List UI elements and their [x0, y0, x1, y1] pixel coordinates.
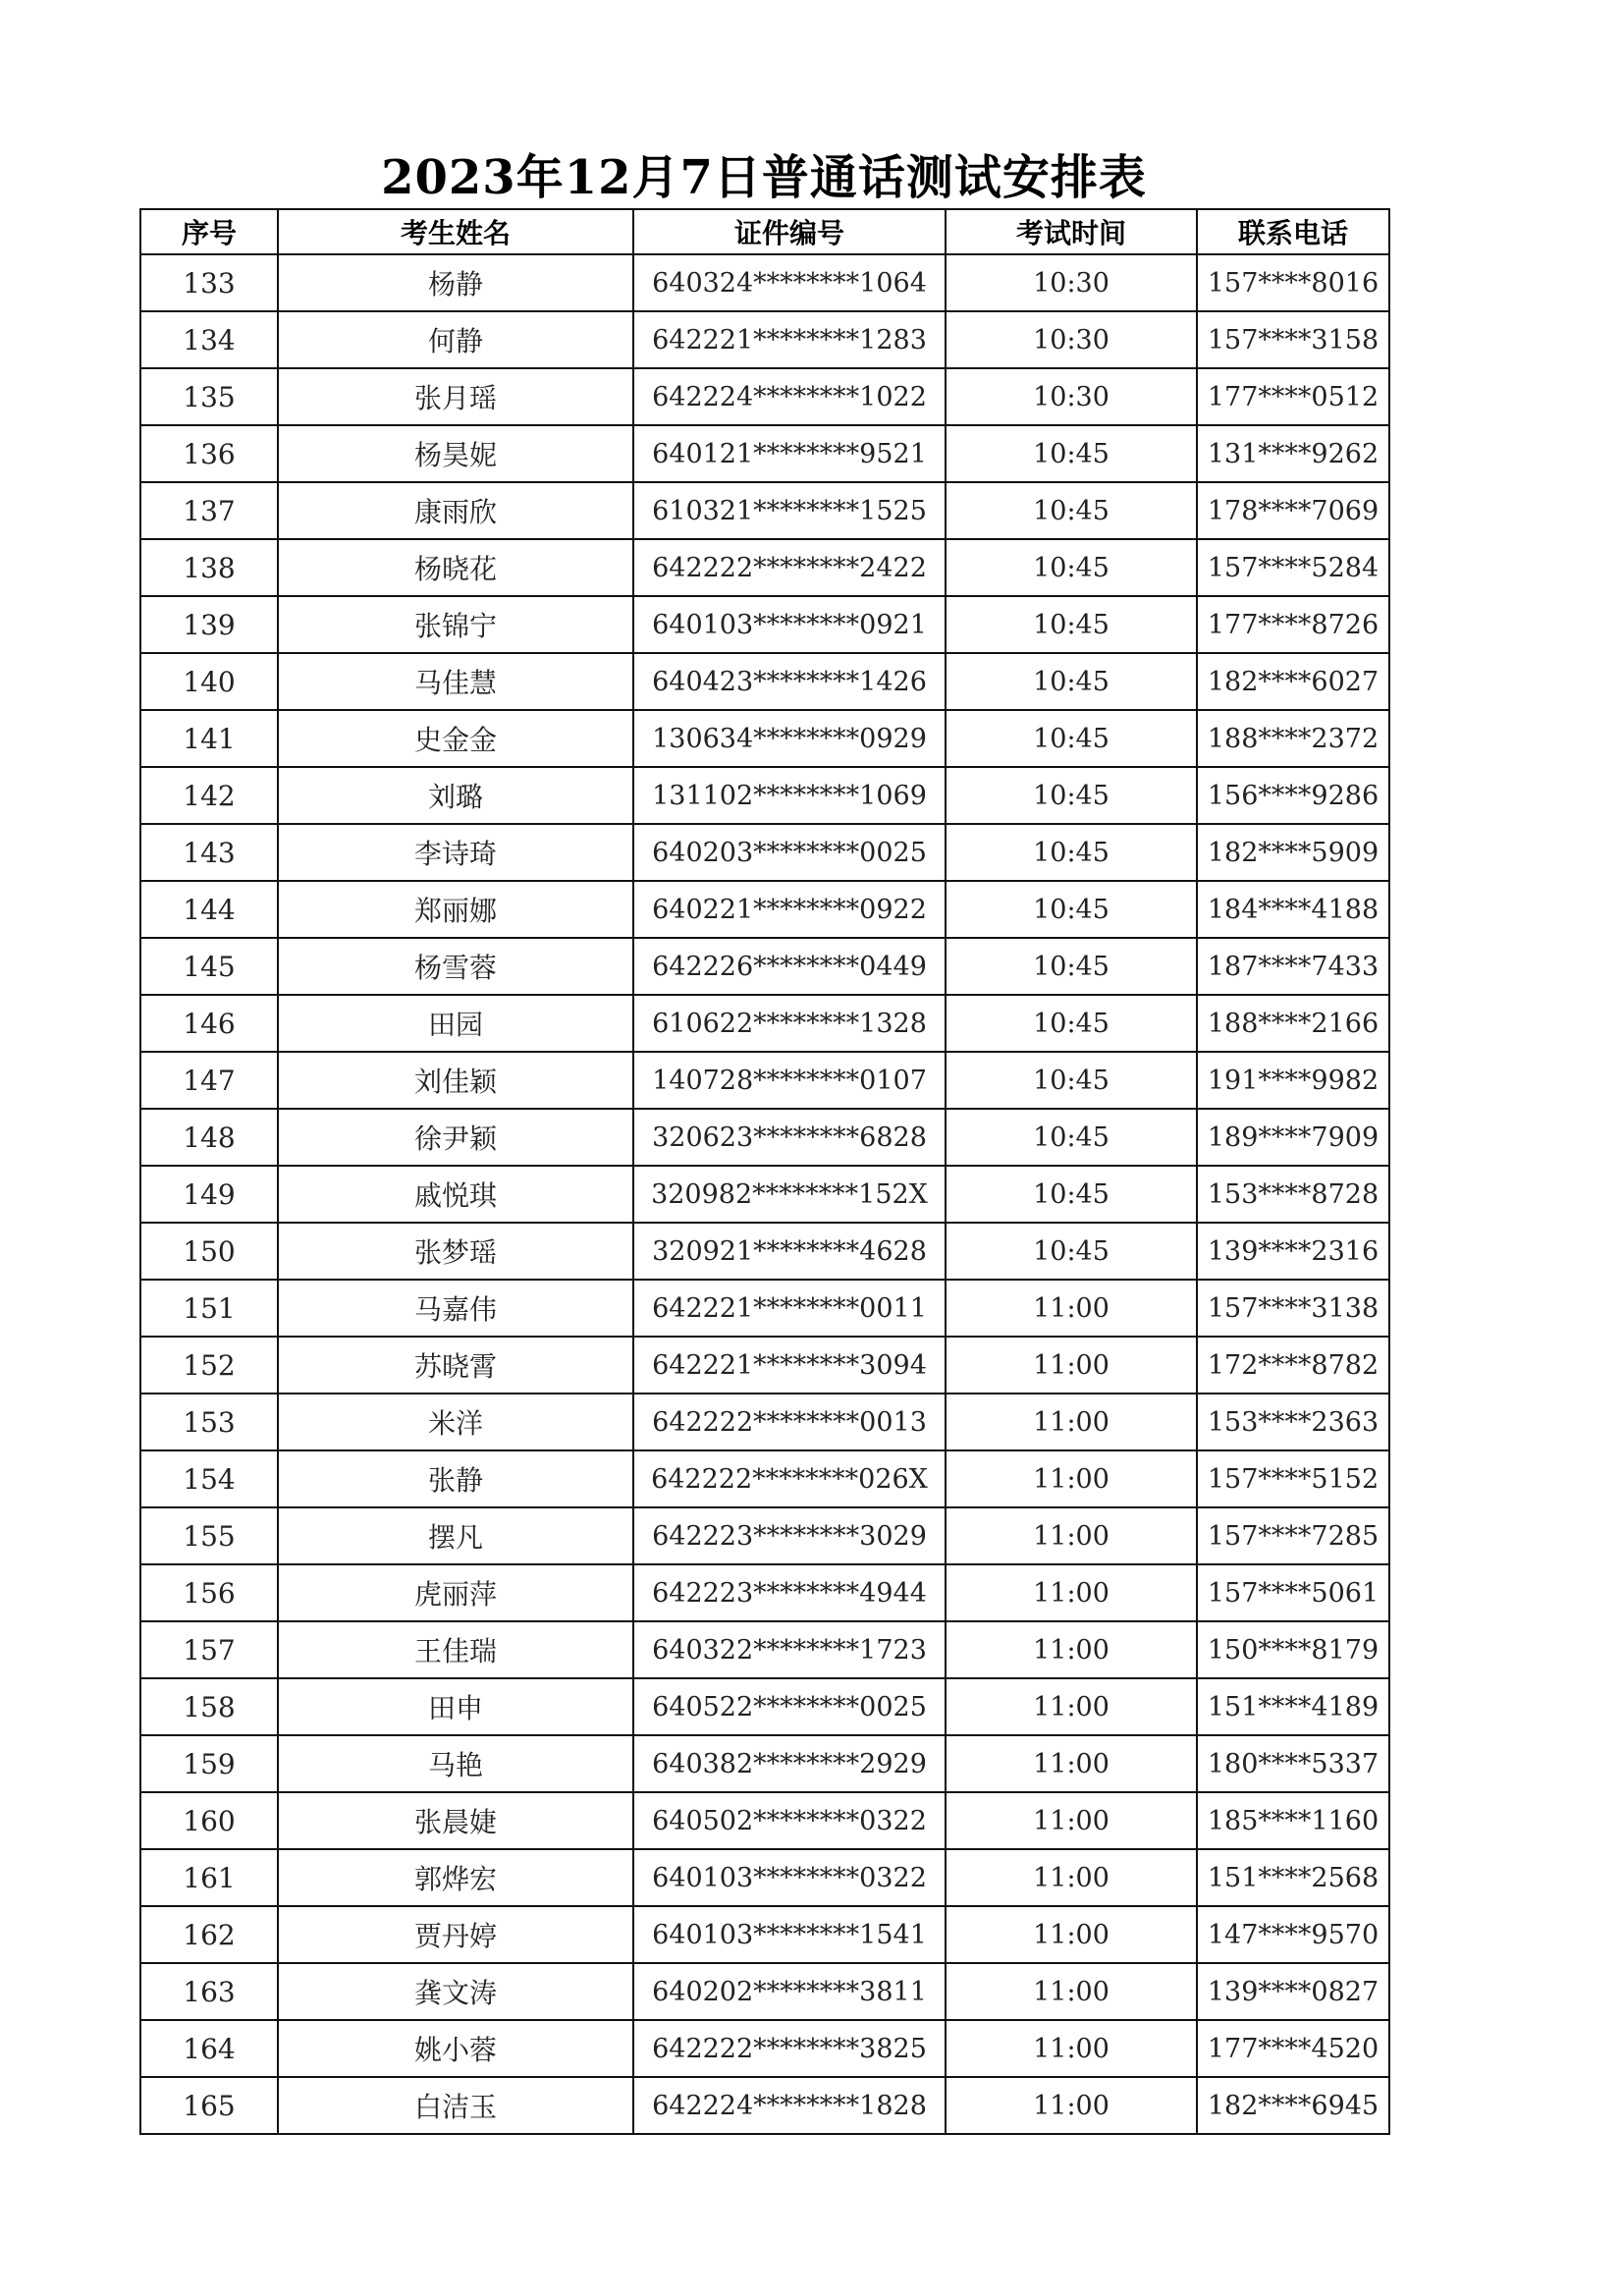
cell-seq: 144 — [140, 881, 278, 938]
table-row — [140, 938, 1389, 995]
cell-exam-time: 10:45 — [946, 995, 1197, 1052]
cell-id-number: 640382********2929 — [633, 1735, 946, 1792]
cell-seq: 163 — [140, 1963, 278, 2020]
cell-seq: 159 — [140, 1735, 278, 1792]
cell-id-number: 642223********4944 — [633, 1564, 946, 1621]
cell-id-number: 640103********0921 — [633, 596, 946, 653]
cell-seq: 156 — [140, 1564, 278, 1621]
cell-phone: 182****6027 — [1197, 653, 1389, 710]
table-row — [140, 1906, 1389, 1963]
table-row — [140, 1394, 1389, 1450]
cell-exam-time: 11:00 — [946, 1621, 1197, 1678]
cell-id-number: 642224********1828 — [633, 2077, 946, 2134]
cell-seq: 155 — [140, 1507, 278, 1564]
cell-id-number: 610321********1525 — [633, 482, 946, 539]
header-name: 考生姓名 — [278, 209, 633, 254]
cell-phone: 177****8726 — [1197, 596, 1389, 653]
table-row — [140, 1735, 1389, 1792]
table-row — [140, 1792, 1389, 1849]
table-row — [140, 1564, 1389, 1621]
cell-phone: 184****4188 — [1197, 881, 1389, 938]
cell-id-number: 640522********0025 — [633, 1678, 946, 1735]
page-title: 2023年12月7日普通话测试安排表 — [381, 150, 1147, 205]
cell-id-number: 642221********0011 — [633, 1280, 946, 1337]
cell-id-number: 642222********0013 — [633, 1394, 946, 1450]
cell-exam-time: 11:00 — [946, 1450, 1197, 1507]
cell-exam-time: 10:45 — [946, 824, 1197, 881]
cell-id-number: 320982********152X — [633, 1166, 946, 1223]
cell-seq: 133 — [140, 254, 278, 311]
cell-exam-time: 11:00 — [946, 1337, 1197, 1394]
cell-phone: 157****3138 — [1197, 1280, 1389, 1337]
cell-id-number: 640322********1723 — [633, 1621, 946, 1678]
table-row — [140, 2077, 1389, 2134]
cell-name: 杨昊妮 — [278, 425, 633, 482]
cell-exam-time: 11:00 — [946, 1735, 1197, 1792]
cell-exam-time: 10:45 — [946, 1166, 1197, 1223]
cell-exam-time: 10:45 — [946, 1223, 1197, 1280]
table-row — [140, 1223, 1389, 1280]
table-row — [140, 368, 1389, 425]
cell-id-number: 642221********1283 — [633, 311, 946, 368]
cell-name: 郑丽娜 — [278, 881, 633, 938]
table-row — [140, 824, 1389, 881]
table-row — [140, 1337, 1389, 1394]
table-row — [140, 1166, 1389, 1223]
table-row — [140, 1849, 1389, 1906]
header-time: 考试时间 — [946, 209, 1197, 254]
cell-seq: 148 — [140, 1109, 278, 1166]
schedule-table — [139, 208, 1390, 2135]
cell-id-number: 640203********0025 — [633, 824, 946, 881]
cell-phone: 182****5909 — [1197, 824, 1389, 881]
cell-id-number: 320623********6828 — [633, 1109, 946, 1166]
cell-seq: 157 — [140, 1621, 278, 1678]
cell-phone: 156****9286 — [1197, 767, 1389, 824]
cell-id-number: 642221********3094 — [633, 1337, 946, 1394]
table-row — [140, 710, 1389, 767]
cell-exam-time: 10:45 — [946, 881, 1197, 938]
header-phone: 联系电话 — [1197, 209, 1389, 254]
cell-exam-time: 11:00 — [946, 2020, 1197, 2077]
header-seq: 序号 — [140, 209, 278, 254]
cell-seq: 160 — [140, 1792, 278, 1849]
cell-seq: 149 — [140, 1166, 278, 1223]
header-id: 证件编号 — [633, 209, 946, 254]
cell-exam-time: 11:00 — [946, 1849, 1197, 1906]
cell-seq: 158 — [140, 1678, 278, 1735]
cell-name: 王佳瑞 — [278, 1621, 633, 1678]
cell-exam-time: 10:45 — [946, 596, 1197, 653]
cell-seq: 145 — [140, 938, 278, 995]
table-row — [140, 425, 1389, 482]
cell-seq: 142 — [140, 767, 278, 824]
cell-exam-time: 10:45 — [946, 425, 1197, 482]
cell-id-number: 640324********1064 — [633, 254, 946, 311]
cell-exam-time: 10:30 — [946, 368, 1197, 425]
cell-seq: 141 — [140, 710, 278, 767]
table-row — [140, 1280, 1389, 1337]
cell-id-number: 640221********0922 — [633, 881, 946, 938]
table-row — [140, 1678, 1389, 1735]
cell-phone: 151****2568 — [1197, 1849, 1389, 1906]
cell-exam-time: 11:00 — [946, 1792, 1197, 1849]
cell-name: 苏晓霄 — [278, 1337, 633, 1394]
table-row — [140, 311, 1389, 368]
cell-name: 康雨欣 — [278, 482, 633, 539]
cell-phone: 157****7285 — [1197, 1507, 1389, 1564]
cell-seq: 136 — [140, 425, 278, 482]
cell-name: 杨雪蓉 — [278, 938, 633, 995]
cell-id-number: 640202********3811 — [633, 1963, 946, 2020]
cell-name: 白洁玉 — [278, 2077, 633, 2134]
cell-exam-time: 11:00 — [946, 1394, 1197, 1450]
cell-phone: 151****4189 — [1197, 1678, 1389, 1735]
cell-name: 李诗琦 — [278, 824, 633, 881]
cell-phone: 188****2166 — [1197, 995, 1389, 1052]
cell-exam-time: 11:00 — [946, 2077, 1197, 2134]
table-row — [140, 539, 1389, 596]
table-body — [140, 254, 1389, 2134]
cell-name: 杨静 — [278, 254, 633, 311]
cell-id-number: 642226********0449 — [633, 938, 946, 995]
cell-seq: 152 — [140, 1337, 278, 1394]
cell-phone: 157****3158 — [1197, 311, 1389, 368]
cell-exam-time: 10:45 — [946, 539, 1197, 596]
cell-phone: 150****8179 — [1197, 1621, 1389, 1678]
cell-seq: 164 — [140, 2020, 278, 2077]
table-row — [140, 1621, 1389, 1678]
cell-id-number: 320921********4628 — [633, 1223, 946, 1280]
cell-exam-time: 10:45 — [946, 482, 1197, 539]
cell-seq: 151 — [140, 1280, 278, 1337]
cell-seq: 165 — [140, 2077, 278, 2134]
cell-name: 戚悦琪 — [278, 1166, 633, 1223]
cell-exam-time: 10:30 — [946, 311, 1197, 368]
cell-name: 贾丹婷 — [278, 1906, 633, 1963]
cell-phone: 139****0827 — [1197, 1963, 1389, 2020]
cell-id-number: 640502********0322 — [633, 1792, 946, 1849]
cell-phone: 157****5284 — [1197, 539, 1389, 596]
cell-exam-time: 10:45 — [946, 767, 1197, 824]
cell-phone: 188****2372 — [1197, 710, 1389, 767]
cell-phone: 191****9982 — [1197, 1052, 1389, 1109]
table-row — [140, 1109, 1389, 1166]
cell-name: 田园 — [278, 995, 633, 1052]
cell-exam-time: 11:00 — [946, 1678, 1197, 1735]
cell-id-number: 642223********3029 — [633, 1507, 946, 1564]
cell-id-number: 140728********0107 — [633, 1052, 946, 1109]
cell-phone: 187****7433 — [1197, 938, 1389, 995]
cell-name: 刘璐 — [278, 767, 633, 824]
cell-seq: 143 — [140, 824, 278, 881]
cell-id-number: 642222********026X — [633, 1450, 946, 1507]
cell-exam-time: 10:45 — [946, 938, 1197, 995]
cell-phone: 157****5152 — [1197, 1450, 1389, 1507]
cell-name: 马嘉伟 — [278, 1280, 633, 1337]
cell-seq: 153 — [140, 1394, 278, 1450]
cell-exam-time: 11:00 — [946, 1963, 1197, 2020]
cell-name: 张静 — [278, 1450, 633, 1507]
cell-phone: 172****8782 — [1197, 1337, 1389, 1394]
cell-exam-time: 10:45 — [946, 653, 1197, 710]
cell-seq: 135 — [140, 368, 278, 425]
cell-name: 马艳 — [278, 1735, 633, 1792]
cell-name: 张梦瑶 — [278, 1223, 633, 1280]
table-row — [140, 482, 1389, 539]
table-row — [140, 254, 1389, 311]
cell-exam-time: 11:00 — [946, 1564, 1197, 1621]
cell-phone: 153****8728 — [1197, 1166, 1389, 1223]
cell-phone: 182****6945 — [1197, 2077, 1389, 2134]
table-row — [140, 1052, 1389, 1109]
cell-seq: 147 — [140, 1052, 278, 1109]
cell-phone: 189****7909 — [1197, 1109, 1389, 1166]
cell-id-number: 640423********1426 — [633, 653, 946, 710]
cell-name: 马佳慧 — [278, 653, 633, 710]
table-row — [140, 653, 1389, 710]
cell-name: 摆凡 — [278, 1507, 633, 1564]
cell-name: 张月瑶 — [278, 368, 633, 425]
cell-seq: 154 — [140, 1450, 278, 1507]
table-row — [140, 767, 1389, 824]
cell-seq: 137 — [140, 482, 278, 539]
cell-exam-time: 10:30 — [946, 254, 1197, 311]
cell-phone: 157****8016 — [1197, 254, 1389, 311]
table-row — [140, 1963, 1389, 2020]
cell-id-number: 642222********3825 — [633, 2020, 946, 2077]
cell-phone: 153****2363 — [1197, 1394, 1389, 1450]
table-row — [140, 1450, 1389, 1507]
cell-name: 张锦宁 — [278, 596, 633, 653]
cell-phone: 185****1160 — [1197, 1792, 1389, 1849]
cell-name: 郭烨宏 — [278, 1849, 633, 1906]
cell-phone: 177****4520 — [1197, 2020, 1389, 2077]
cell-name: 龚文涛 — [278, 1963, 633, 2020]
cell-phone: 177****0512 — [1197, 368, 1389, 425]
cell-name: 史金金 — [278, 710, 633, 767]
cell-seq: 139 — [140, 596, 278, 653]
table-row — [140, 1507, 1389, 1564]
cell-name: 徐尹颖 — [278, 1109, 633, 1166]
cell-phone: 157****5061 — [1197, 1564, 1389, 1621]
cell-id-number: 610622********1328 — [633, 995, 946, 1052]
cell-exam-time: 11:00 — [946, 1906, 1197, 1963]
cell-name: 何静 — [278, 311, 633, 368]
cell-seq: 134 — [140, 311, 278, 368]
cell-seq: 140 — [140, 653, 278, 710]
cell-name: 米洋 — [278, 1394, 633, 1450]
cell-name: 姚小蓉 — [278, 2020, 633, 2077]
table-row — [140, 596, 1389, 653]
cell-exam-time: 10:45 — [946, 1109, 1197, 1166]
cell-id-number: 642224********1022 — [633, 368, 946, 425]
cell-name: 杨晓花 — [278, 539, 633, 596]
cell-phone: 178****7069 — [1197, 482, 1389, 539]
cell-seq: 162 — [140, 1906, 278, 1963]
cell-exam-time: 11:00 — [946, 1507, 1197, 1564]
cell-id-number: 130634********0929 — [633, 710, 946, 767]
cell-id-number: 640103********0322 — [633, 1849, 946, 1906]
cell-exam-time: 10:45 — [946, 710, 1197, 767]
cell-name: 刘佳颖 — [278, 1052, 633, 1109]
cell-exam-time: 11:00 — [946, 1280, 1197, 1337]
cell-phone: 139****2316 — [1197, 1223, 1389, 1280]
cell-phone: 180****5337 — [1197, 1735, 1389, 1792]
table-row — [140, 881, 1389, 938]
cell-phone: 147****9570 — [1197, 1906, 1389, 1963]
cell-id-number: 640121********9521 — [633, 425, 946, 482]
cell-name: 张晨婕 — [278, 1792, 633, 1849]
cell-id-number: 131102********1069 — [633, 767, 946, 824]
cell-name: 虎丽萍 — [278, 1564, 633, 1621]
cell-seq: 138 — [140, 539, 278, 596]
cell-name: 田申 — [278, 1678, 633, 1735]
cell-seq: 146 — [140, 995, 278, 1052]
cell-id-number: 642222********2422 — [633, 539, 946, 596]
cell-phone: 131****9262 — [1197, 425, 1389, 482]
table-header-row — [140, 209, 1389, 254]
table-row — [140, 995, 1389, 1052]
cell-seq: 161 — [140, 1849, 278, 1906]
cell-seq: 150 — [140, 1223, 278, 1280]
table-row — [140, 2020, 1389, 2077]
cell-exam-time: 10:45 — [946, 1052, 1197, 1109]
cell-id-number: 640103********1541 — [633, 1906, 946, 1963]
